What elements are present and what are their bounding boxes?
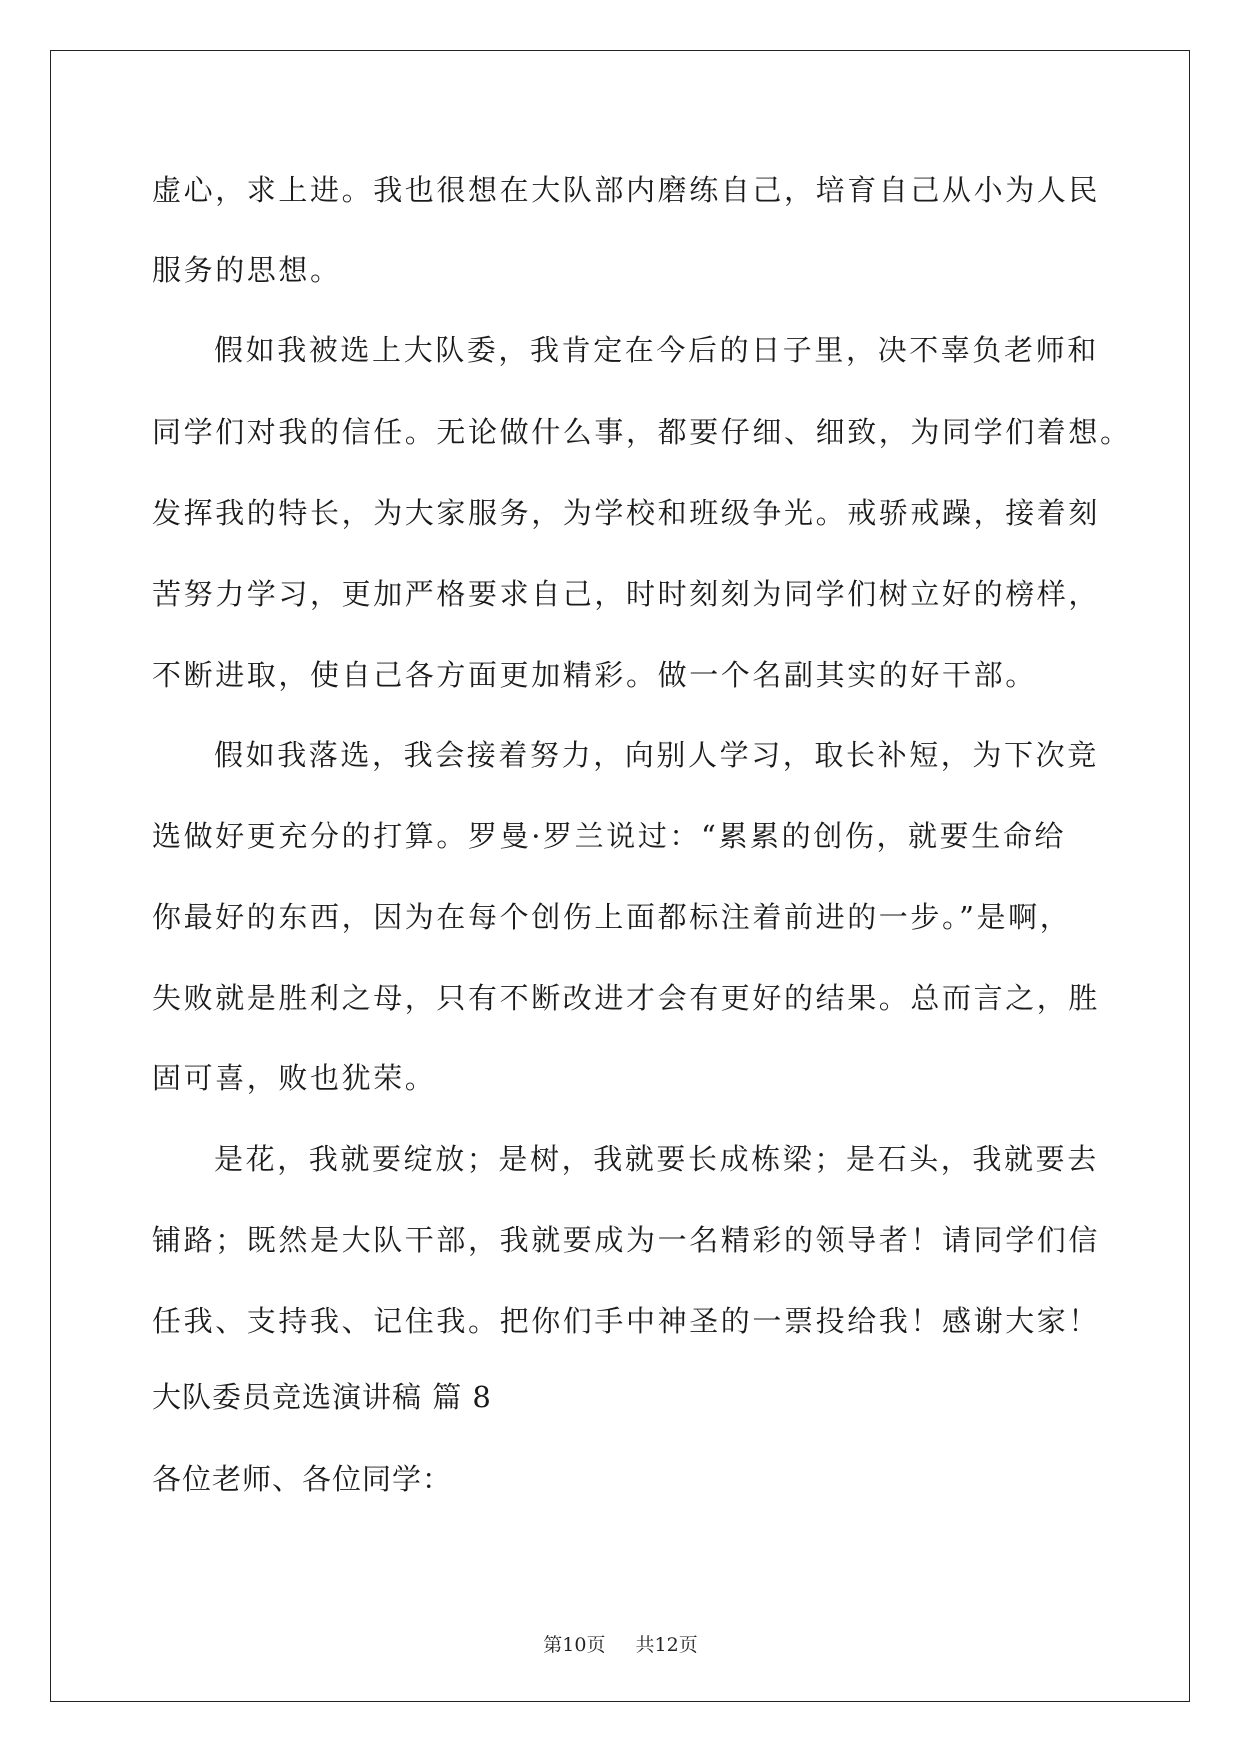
paragraph-line: 铺路；既然是大队干部，我就要成为一名精彩的领导者！请同学们信 [152, 1223, 1101, 1257]
page-border [50, 50, 1190, 1702]
paragraph-line: 你最好的东西，因为在每个创伤上面都标注着前进的一步。”是啊， [152, 900, 1072, 934]
page-total: 共12页 [635, 1634, 698, 1656]
paragraph-line: 服务的思想。 [152, 253, 342, 287]
paragraph-line: 固可喜，败也犹荣。 [152, 1061, 437, 1095]
paragraph-line: 虚心，求上进。我也很想在大队部内磨练自己，培育自己从小为人民 [152, 173, 1101, 207]
salutation: 各位老师、各位同学： [152, 1462, 453, 1496]
paragraph-line: 苦努力学习，更加严格要求自己，时时刻刻为同学们树立好的榜样， [152, 577, 1101, 611]
paragraph-line: 同学们对我的信任。无论做什么事，都要仔细、细致，为同学们着想。 [152, 415, 1132, 449]
paragraph-line: 假如我被选上大队委，我肯定在今后的日子里，决不辜负老师和 [214, 333, 1099, 367]
section-heading: 大队委员竞选演讲稿 篇 8 [152, 1380, 492, 1414]
paragraph-line: 不断进取，使自己各方面更加精彩。做一个名副其实的好干部。 [152, 658, 1037, 692]
paragraph-line: 发挥我的特长，为大家服务，为学校和班级争光。戒骄戒躁，接着刻 [152, 496, 1101, 530]
page-footer [0, 1630, 1241, 1657]
page-number: 第10页 [543, 1634, 606, 1656]
paragraph-line: 选做好更充分的打算。罗曼·罗兰说过：“累累的创伤，就要生命给 [152, 819, 1067, 853]
paragraph-line: 失败就是胜利之母，只有不断改进才会有更好的结果。总而言之，胜 [152, 981, 1101, 1015]
paragraph-line: 是花，我就要绽放；是树，我就要长成栋梁；是石头，我就要去 [214, 1142, 1099, 1176]
paragraph-line: 假如我落选，我会接着努力，向别人学习，取长补短，为下次竞 [214, 738, 1099, 772]
paragraph-line: 任我、支持我、记住我。把你们手中神圣的一票投给我！感谢大家！ [152, 1304, 1101, 1338]
